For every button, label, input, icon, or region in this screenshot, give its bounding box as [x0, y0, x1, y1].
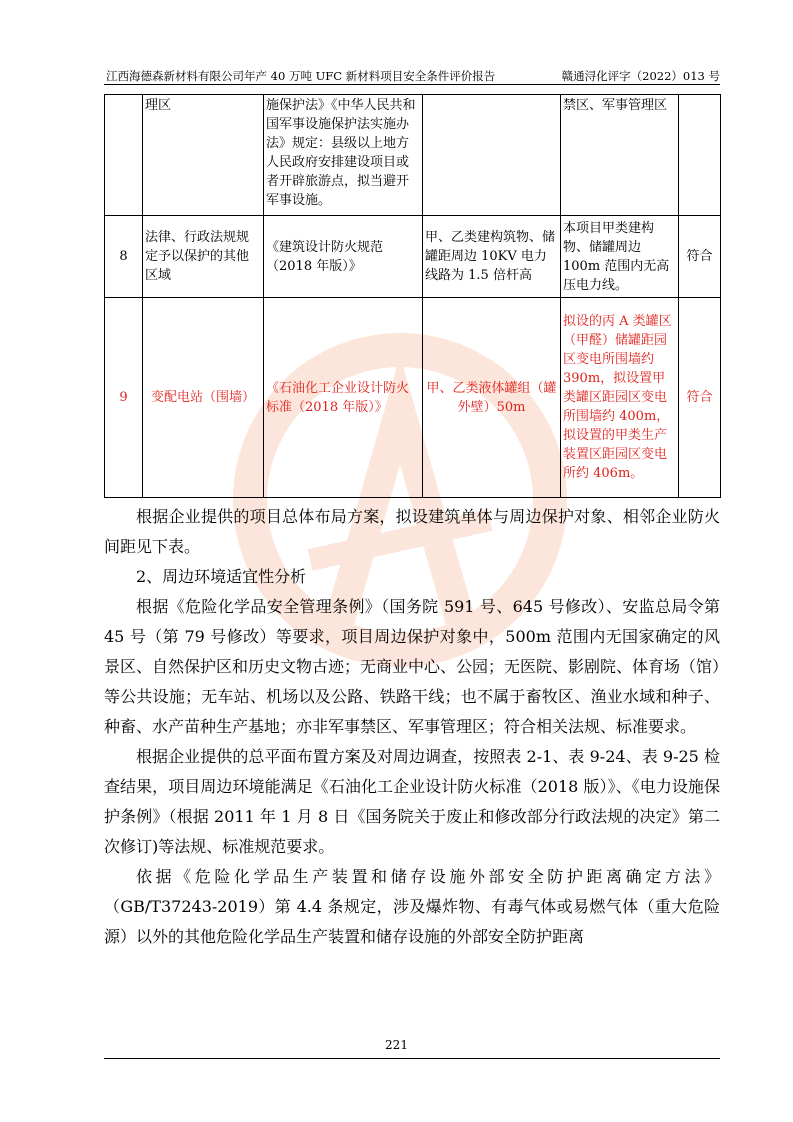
table-row [105, 216, 721, 298]
table-row [105, 298, 721, 498]
cell-no [105, 95, 143, 216]
cell-actual: 本项目甲类建构物、储罐周边 100m 范围内无高压电力线。 [561, 216, 679, 298]
cell-basis: 《石油化工企业设计防火标准（2018 年版）》 [264, 298, 423, 498]
cell-no: 8 [105, 216, 143, 298]
distance-check-table [104, 94, 721, 498]
cell-result: 符合 [679, 298, 721, 498]
table-row [105, 95, 721, 216]
header-divider [104, 84, 720, 85]
cell-actual: 禁区、军事管理区 [561, 95, 679, 216]
paragraph: 根据企业提供的项目总体布局方案，拟设建筑单体与周边保护对象、相邻企业防火间距见下表。 [104, 507, 720, 556]
cell-requirement: 甲、乙类液体罐组（罐外壁）50m [423, 298, 561, 498]
cell-result: 符合 [679, 216, 721, 298]
cell-name: 理区 [143, 95, 264, 216]
cell-actual: 拟设的丙 A 类罐区（甲醛）储罐距园区变电所围墙约 390m，拟设置甲类罐区距园区变电所围墙约 400m，拟设置的甲类生产装置区距园区变电所约 406m。 [561, 298, 679, 498]
cell-name: 变配电站（围墙） [143, 298, 264, 498]
cell-requirement [423, 95, 561, 216]
paragraph: 依据《危险化学品生产装置和储存设施外部安全防护距离确定方法》（GB/T37243-2019）第 4.4 条规定，涉及爆炸物、有毒气体或易燃气体（重大危险源）以外的其他危险化学品生产装置和储存设施的外部安全防护距离 [104, 867, 720, 946]
cell-no: 9 [105, 298, 143, 498]
footer-divider [104, 1058, 720, 1059]
report-number: 赣通浔化评字（2022）013 号 [561, 69, 720, 83]
body-text [104, 502, 720, 952]
cell-requirement: 甲、乙类建构筑物、储罐距周边 10KV 电力线路为 1.5 倍杆高 [423, 216, 561, 298]
cell-basis: 《建筑设计防火规范（2018 年版）》 [264, 216, 423, 298]
paragraph: 根据《危险化学品安全管理条例》（国务院 591 号、645 号修改）、安监总局令第 45 号（第 79 号修改）等要求，项目周边保护对象中，500m 范围内无国家确定的风景区、自然保护区和历史文物古迹；无商业中心、公园；无医院、影剧院、体育场（馆）等公共设施；无车站、机场以及公路、铁路干线；也不属于畜牧区、渔业水域和种子、种畜、水产苗种生产基地；亦非军事禁区、军事管理区；符合相关法规、标准要求。 [104, 597, 721, 736]
page-header [104, 68, 720, 84]
report-title: 江西海德森新材料有限公司年产 40 万吨 UFC 新材料项目安全条件评价报告 [106, 69, 496, 83]
page-number: 221 [385, 1038, 408, 1052]
section-heading: 2、周边环境适宜性分析 [136, 567, 307, 586]
paragraph: 根据企业提供的总平面布置方案及对周边调查，按照表 2-1、表 9-24、表 9-25 检查结果，项目周边环境能满足《石油化工企业设计防火标准（2018 版）》、《电力设施保护条例》（根据 2011 年 1 月 8 日《国务院关于废止和修改部分行政法规的决定》第二次修订)等法规、标准规范要求。 [104, 747, 720, 856]
cell-basis: 施保护法》《中华人民共和国军事设施保护法实施办法》规定：县级以上地方人民政府安排建设项目或者开辟旅游点，拟当避开军事设施。 [264, 95, 423, 216]
cell-name: 法律、行政法规规定予以保护的其他区域 [143, 216, 264, 298]
cell-result [679, 95, 721, 216]
